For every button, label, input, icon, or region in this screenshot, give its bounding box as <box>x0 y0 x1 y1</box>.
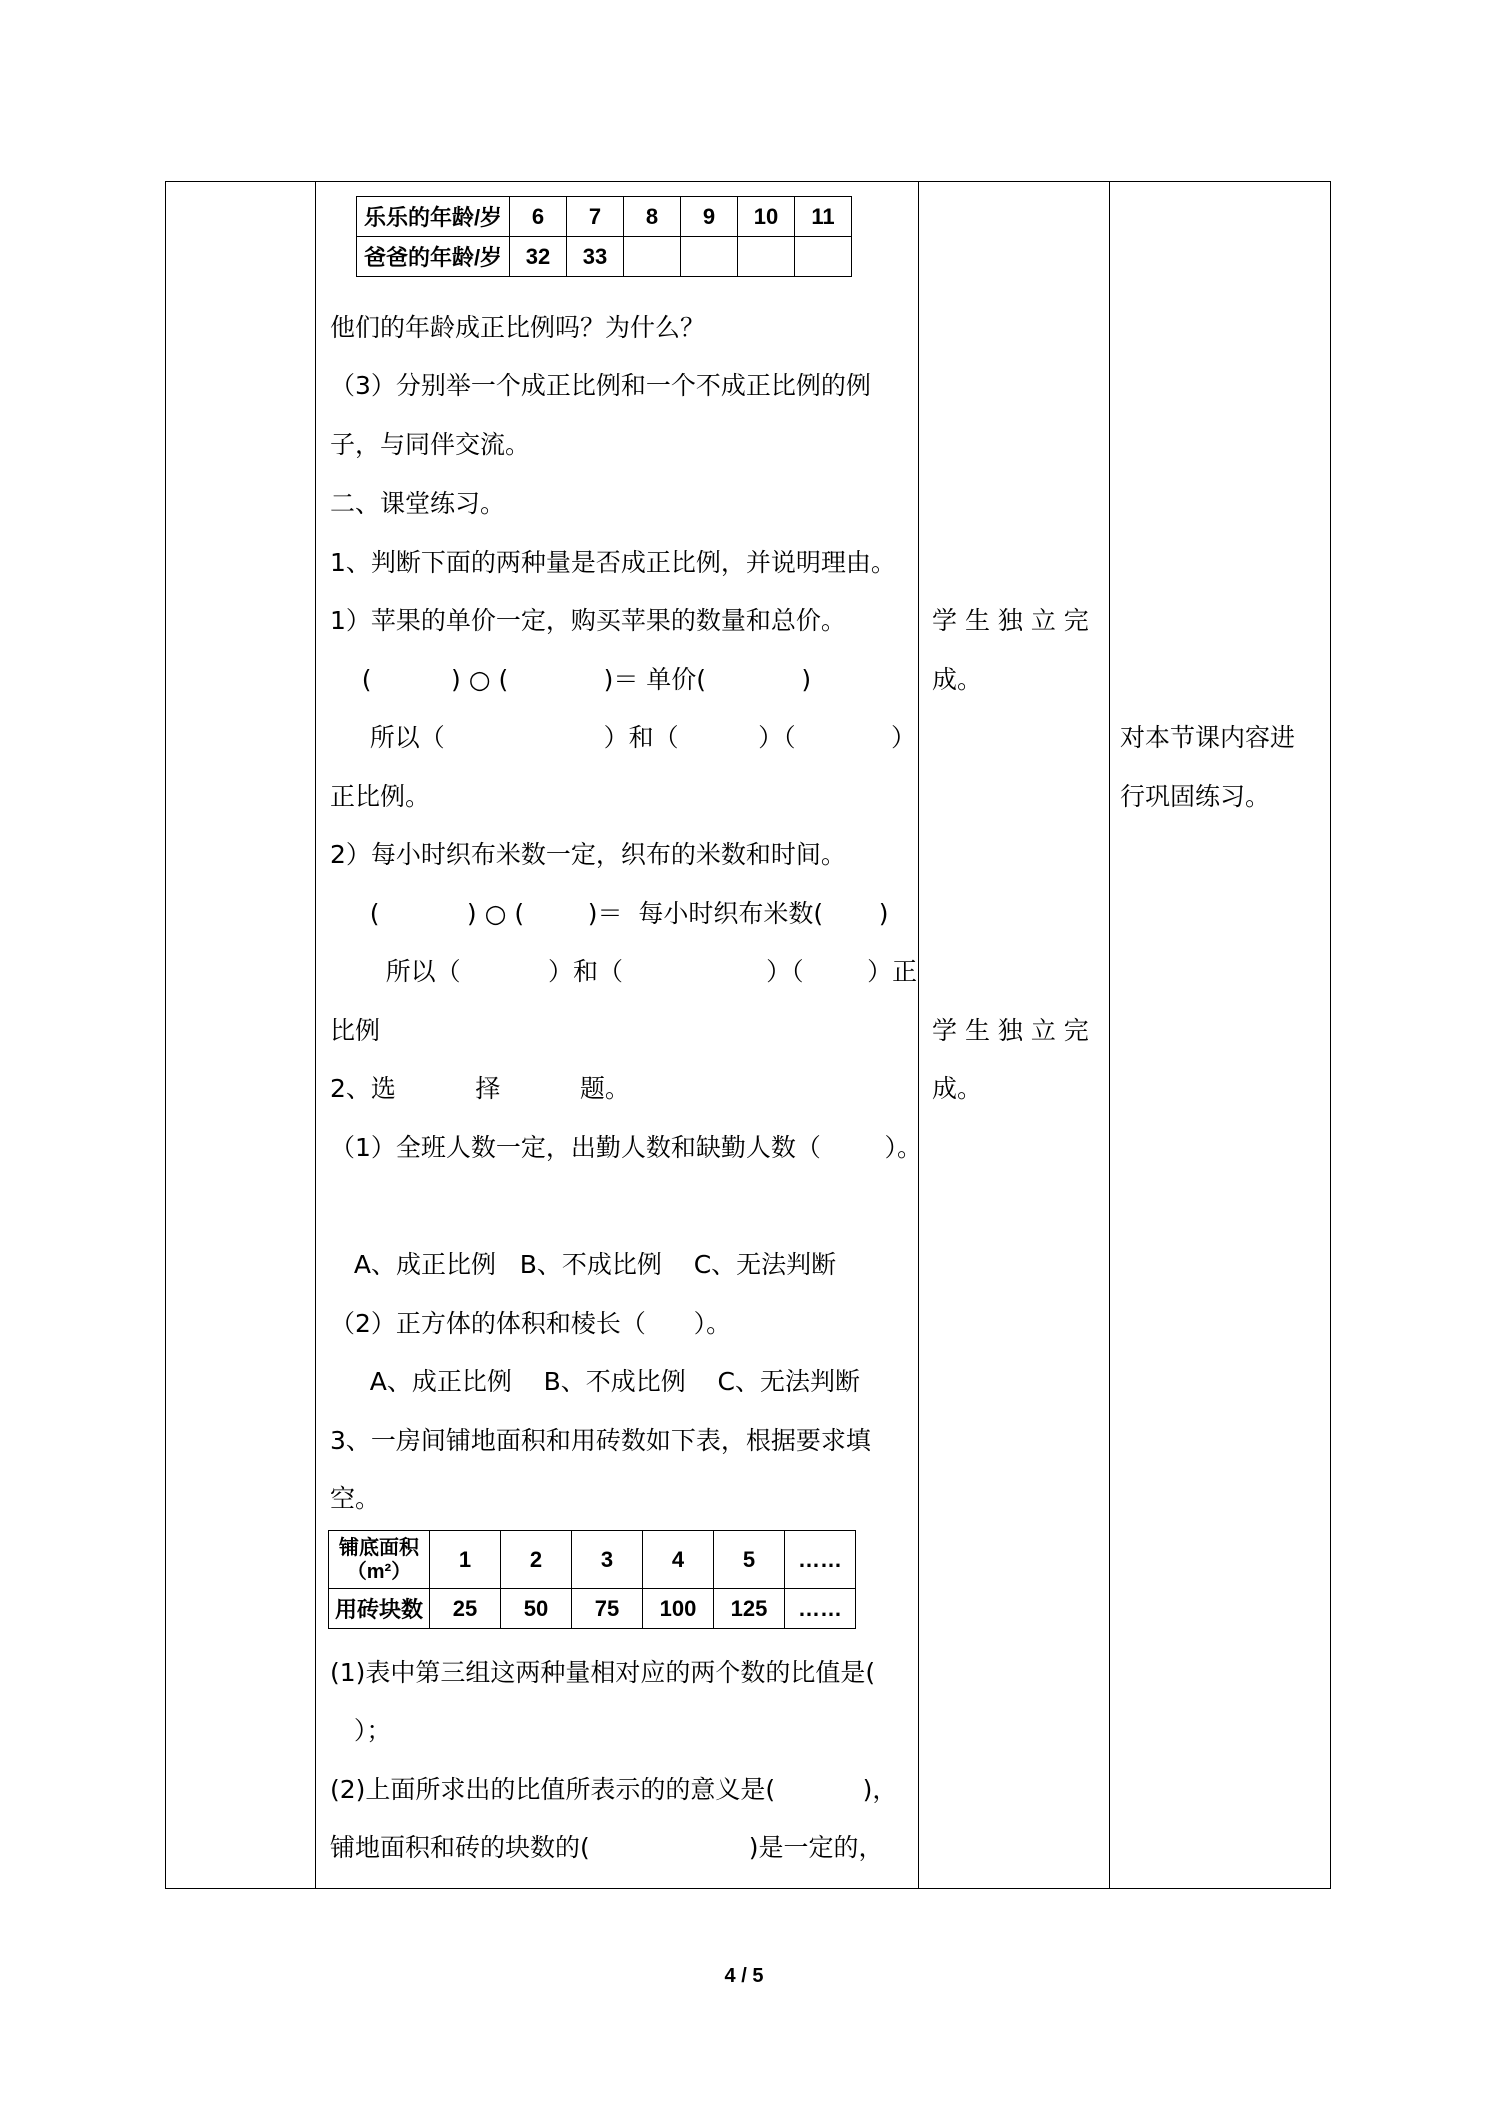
column-divider-2 <box>918 181 919 1889</box>
text-line: 3、一房间铺地面积和用砖数如下表，根据要求填 <box>330 1426 871 1455</box>
text-line: 2）每小时织布米数一定，织布的米数和时间。 <box>330 840 846 869</box>
tile-table-cell: 25 <box>430 1589 501 1629</box>
text-line: ( ) ○ ( )＝ 每小时织布米数( ) <box>330 899 889 928</box>
text-line: 所以（ ）和（ ）（ ） <box>330 723 916 752</box>
text-line: A、成正比例 B、不成比例 C、无法判断 <box>330 1367 861 1396</box>
text-line: 比例 <box>330 1016 381 1045</box>
text-line: (2)上面所求出的比值所表示的的意义是( )， <box>330 1775 898 1804</box>
age-table-cell: 7 <box>567 197 624 237</box>
text-line: (1)表中第三组这两种量相对应的两个数的比值是( <box>330 1658 876 1687</box>
age-table-cell: 33 <box>567 237 624 277</box>
text-line: ( ) ○ ( )＝ 单价( ) <box>330 665 812 694</box>
tile-table-cell: 2 <box>501 1531 572 1589</box>
text-line: （3）分别举一个成正比例和一个不成正比例的例 <box>330 371 871 400</box>
age-table-cell: 11 <box>795 197 852 237</box>
tile-table-unit: （m²） <box>346 1560 412 1583</box>
column-divider-3 <box>1109 181 1110 1889</box>
activity-text: 成。 <box>932 665 983 694</box>
text-line: 1、判断下面的两种量是否成正比例，并说明理由。 <box>330 548 896 577</box>
text-line: 2、选 择 题。 <box>330 1074 630 1103</box>
text-line: A、成正比例 B、不成比例 C、无法判断 <box>330 1250 837 1279</box>
tile-table-cell: 3 <box>572 1531 643 1589</box>
activity-text: 学 生 独 立 完 <box>932 606 1089 635</box>
text-line: ）； <box>330 1716 392 1745</box>
text-line: 他们的年龄成正比例吗？为什么？ <box>330 313 706 342</box>
tile-table-cell: 50 <box>501 1589 572 1629</box>
tile-table-label-text: 铺底面积 <box>339 1536 419 1559</box>
age-table-cell <box>738 237 795 277</box>
purpose-text: 行巩固练习。 <box>1120 782 1271 811</box>
tile-table-cell: …… <box>785 1589 856 1629</box>
text-line: （1）全班人数一定，出勤人数和缺勤人数（ ）。 <box>330 1133 922 1162</box>
column-divider-1 <box>315 181 316 1889</box>
age-table-cell <box>681 237 738 277</box>
age-table-cell: 9 <box>681 197 738 237</box>
page-number: 4 / 5 <box>724 1965 764 1987</box>
age-table-cell: 10 <box>738 197 795 237</box>
text-line: 二、课堂练习。 <box>330 489 506 518</box>
tile-table-cell: 4 <box>643 1531 714 1589</box>
age-table <box>356 196 852 277</box>
text-line: 空。 <box>330 1484 381 1513</box>
text-line: 所以（ ）和（ ）（ ）正 <box>330 957 918 986</box>
tile-table-label: 用砖块数 <box>329 1589 430 1629</box>
text-line: 铺地面积和砖的块数的( )是一定的， <box>330 1833 884 1862</box>
tile-table-cell: 100 <box>643 1589 714 1629</box>
tile-table <box>328 1530 856 1629</box>
purpose-text: 对本节课内容进 <box>1120 723 1296 752</box>
tile-table-cell: 75 <box>572 1589 643 1629</box>
text-line: 1）苹果的单价一定，购买苹果的数量和总价。 <box>330 606 846 635</box>
tile-table-label <box>329 1531 430 1589</box>
age-table-cell: 8 <box>624 197 681 237</box>
activity-text: 成。 <box>932 1074 983 1103</box>
tile-table-cell: 1 <box>430 1531 501 1589</box>
age-table-cell: 6 <box>510 197 567 237</box>
text-line: 正比例。 <box>330 782 431 811</box>
age-table-cell <box>624 237 681 277</box>
age-table-cell: 32 <box>510 237 567 277</box>
age-table-label: 乐乐的年龄/岁 <box>357 197 510 237</box>
activity-text: 学 生 独 立 完 <box>932 1016 1089 1045</box>
text-line: （2）正方体的体积和棱长（ ）。 <box>330 1309 732 1338</box>
age-table-label: 爸爸的年龄/岁 <box>357 237 510 277</box>
age-table-cell <box>795 237 852 277</box>
tile-table-cell: 125 <box>714 1589 785 1629</box>
tile-table-cell: 5 <box>714 1531 785 1589</box>
tile-table-cell: …… <box>785 1531 856 1589</box>
text-line: 子，与同伴交流。 <box>330 430 531 459</box>
